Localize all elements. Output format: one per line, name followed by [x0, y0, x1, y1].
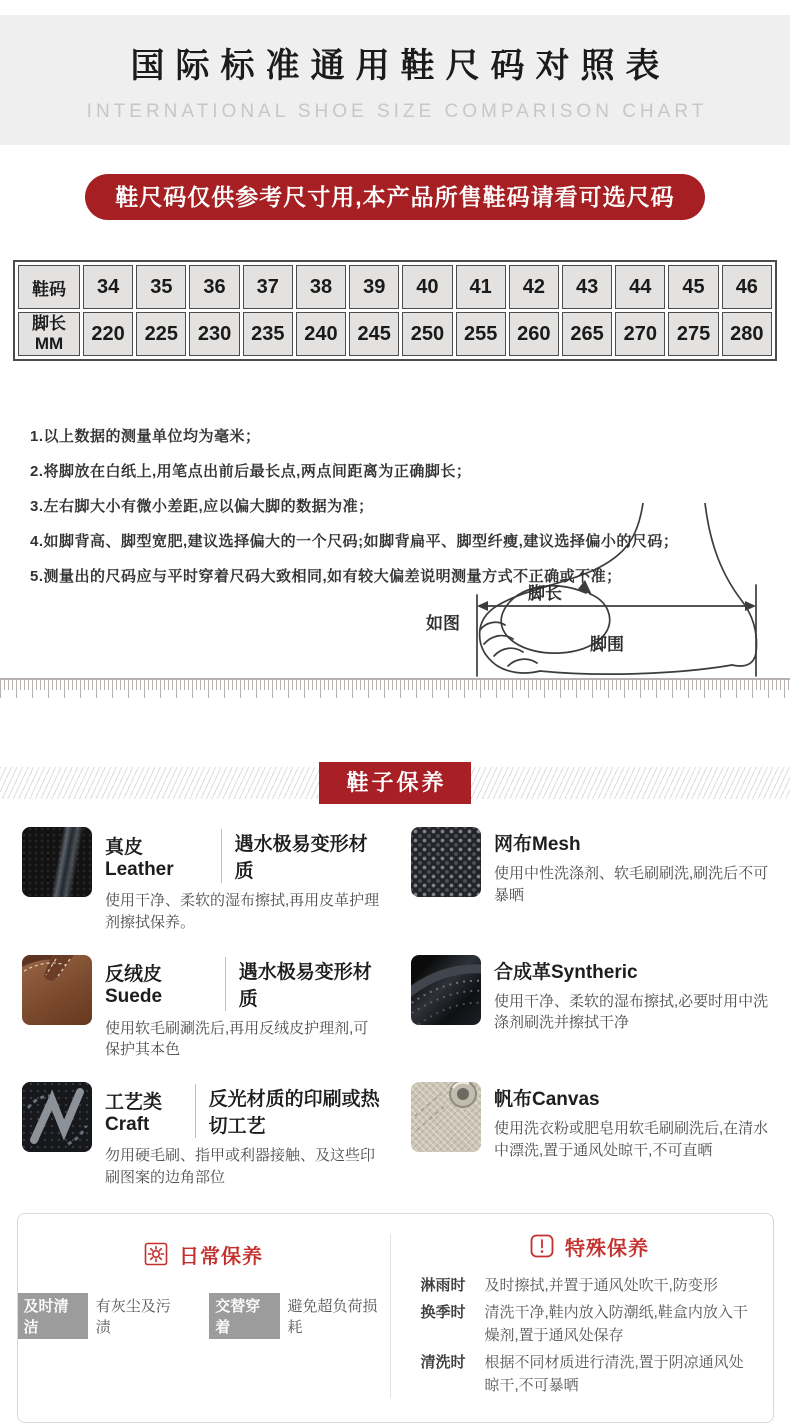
size-cell: 34 [83, 265, 133, 309]
care-badge: 及时清洁 [18, 1293, 88, 1339]
special-care-panel [391, 1230, 773, 1403]
table-header-line: MM [19, 334, 79, 354]
care-item-desc: 使用软毛刷涮洗后,再用反绒皮护理剂,可保护其本色 [105, 1018, 381, 1062]
care-item [411, 955, 770, 1062]
sun-icon [144, 1242, 168, 1266]
size-cell: 37 [243, 265, 293, 309]
page-title: 国际标准通用鞋尺码对照表 [120, 38, 671, 87]
size-table [13, 260, 777, 361]
exclamation-icon [530, 1234, 554, 1258]
care-item-desc: 勿用硬毛刷、指甲或利器接触、及这些印刷图案的边角部位 [105, 1145, 381, 1189]
care-item-tag: 遇水极易变形材质 [225, 957, 381, 1011]
special-care-text: 根据不同材质进行清洗,置于阴凉通风处晾干,不可暴晒 [485, 1352, 759, 1397]
daily-care-panel [18, 1230, 390, 1403]
length-cell: 280 [722, 312, 772, 356]
length-cell: 220 [83, 312, 133, 356]
canvas-eyelet-detail [411, 1082, 481, 1152]
header-block [0, 15, 790, 145]
note-line: 1.以上数据的测量单位均为毫米； [30, 425, 790, 446]
length-cell: 240 [296, 312, 346, 356]
leather-swatch-image [22, 827, 92, 897]
length-row [18, 312, 772, 356]
canvas-swatch-image [411, 1082, 481, 1152]
size-cell: 41 [456, 265, 506, 309]
care-item [22, 827, 381, 934]
special-care-row [421, 1275, 759, 1298]
synthetic-perforation-detail [411, 955, 481, 1025]
care-grid [22, 827, 770, 1189]
care-item-desc: 使用中性洗涤剂、软毛刷刷洗,刷洗后不可暴晒 [494, 863, 770, 907]
care-item-title: 反绒皮Suede [105, 959, 212, 1008]
table-header-cell: 鞋码 [18, 265, 80, 309]
length-cell: 235 [243, 312, 293, 356]
mesh-swatch-image [411, 827, 481, 897]
foot-diagram [0, 600, 790, 678]
special-care-label: 淋雨时 [421, 1275, 473, 1298]
care-item-title: 工艺类Craft [105, 1087, 182, 1136]
craft-swatch-image [22, 1082, 92, 1152]
size-cell: 39 [349, 265, 399, 309]
size-cell: 38 [296, 265, 346, 309]
note-line: 2.将脚放在白纸上,用笔点出前后最长点,两点间距离为正确脚长； [30, 460, 790, 481]
size-cell: 40 [402, 265, 452, 309]
size-cell: 42 [509, 265, 559, 309]
length-cell: 260 [509, 312, 559, 356]
arrowhead-left [477, 601, 488, 611]
care-item-title: 帆布Canvas [494, 1084, 600, 1111]
care-item-tag: 遇水极易变形材质 [221, 829, 381, 883]
special-care-row [421, 1352, 759, 1397]
table-header-cell [18, 312, 80, 356]
special-care-text: 清洗干净,鞋内放入防潮纸,鞋盒内放入干燥剂,置于通风处保存 [485, 1302, 759, 1347]
size-cell: 35 [136, 265, 186, 309]
ruler-graphic [0, 678, 790, 698]
special-care-row [421, 1302, 759, 1347]
special-care-label: 换季时 [421, 1302, 473, 1347]
badge-tip-text: 有灰尘及污渍 [96, 1295, 183, 1337]
care-item-title: 合成革Syntheric [494, 957, 638, 984]
length-cell: 275 [668, 312, 718, 356]
table-header-line: 脚长 [19, 314, 79, 334]
daily-care-title: 日常保养 [179, 1240, 263, 1269]
size-cell: 36 [189, 265, 239, 309]
care-item [22, 1082, 381, 1189]
length-cell: 265 [562, 312, 612, 356]
length-cell: 250 [402, 312, 452, 356]
length-cell: 230 [189, 312, 239, 356]
length-cell: 255 [456, 312, 506, 356]
suede-swatch-image [22, 955, 92, 1025]
size-cell: 46 [722, 265, 772, 309]
foot-girth-label: 脚围 [590, 630, 624, 655]
length-cell: 245 [349, 312, 399, 356]
length-cell: 270 [615, 312, 665, 356]
measurement-notes [30, 425, 790, 586]
care-item [411, 1082, 770, 1189]
notice-banner: 鞋尺码仅供参考尺寸用,本产品所售鞋码请看可选尺码 [85, 174, 705, 220]
daily-care-tips [18, 1293, 390, 1339]
care-item-desc: 使用干净、柔软的湿布擦拭,必要时用中洗涤剂刷洗并擦拭干净 [494, 991, 770, 1035]
foot-sole-line [540, 665, 732, 674]
note-line: 3.左右脚大小有微小差距,应以偏大脚的数据为准； [30, 495, 790, 516]
length-cell: 225 [136, 312, 186, 356]
size-cell: 45 [668, 265, 718, 309]
size-cell: 43 [562, 265, 612, 309]
care-item [22, 955, 381, 1062]
care-item-desc: 使用干净、柔软的湿布擦拭,再用皮革护理剂擦拭保养。 [105, 890, 381, 934]
special-care-text: 及时擦拭,并置于通风处吹干,防变形 [485, 1275, 759, 1298]
special-care-heading [421, 1232, 759, 1261]
note-line: 4.如脚背高、脚型宽肥,建议选择偏大的一个尺码;如脚背扁平、脚型纤瘦,建议选择偏小的尺码； [30, 530, 790, 551]
care-item-title: 真皮Leather [105, 832, 208, 881]
suede-stitch-detail [22, 955, 92, 1025]
care-tips-box [17, 1213, 774, 1423]
care-item-tag: 反光材质的印刷或热切工艺 [195, 1084, 381, 1138]
size-cell: 44 [615, 265, 665, 309]
daily-care-heading [144, 1240, 263, 1269]
size-row [18, 265, 772, 309]
special-care-label: 清洗时 [421, 1352, 473, 1397]
note-line: 5.测量出的尺码应与平时穿着尺码大致相同,如有较大偏差说明测量方式不正确或不准； [30, 565, 790, 586]
page-subtitle: INTERNATIONAL SHOE SIZE COMPARISON CHART [83, 101, 708, 123]
craft-print-detail [22, 1082, 92, 1152]
as-shown-label: 如图 [426, 609, 460, 634]
care-badge: 交替穿着 [209, 1293, 279, 1339]
care-item [411, 827, 770, 934]
care-item-title: 网布Mesh [494, 829, 581, 856]
foot-length-label: 脚长 [528, 579, 562, 604]
synthetic-swatch-image [411, 955, 481, 1025]
badge-tip-text: 避免超负荷损耗 [288, 1295, 390, 1337]
care-section-title: 鞋子保养 [319, 762, 471, 804]
special-care-title: 特殊保养 [565, 1232, 649, 1261]
care-item-desc: 使用洗衣粉或肥皂用软毛刷刷洗后,在清水中漂洗,置于通风处晾干,不可直晒 [494, 1118, 770, 1162]
care-section-band [0, 767, 790, 799]
